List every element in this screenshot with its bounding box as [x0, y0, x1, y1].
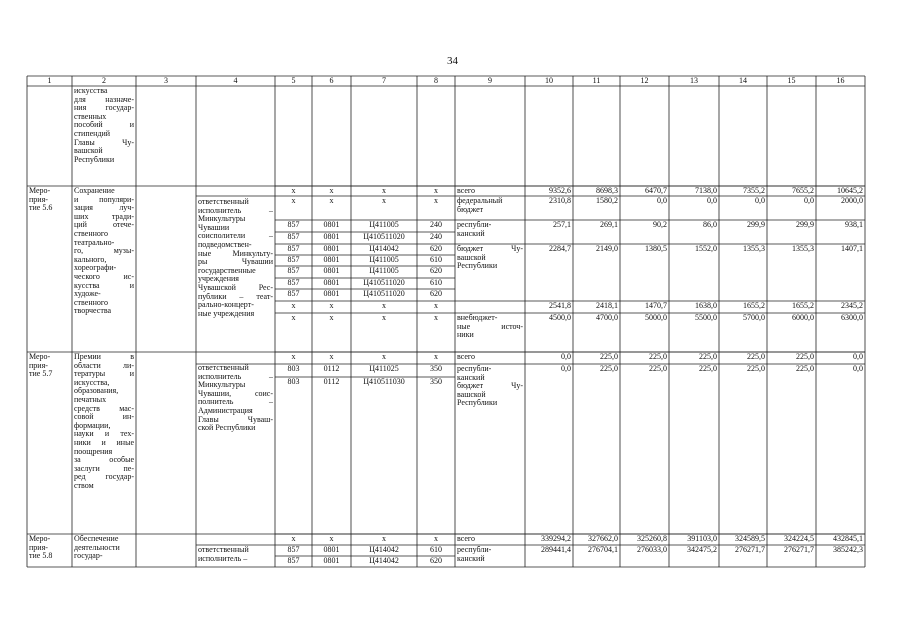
budget-code-cell: x	[434, 187, 438, 195]
measure-name-line: Премии в	[74, 353, 134, 361]
column-header: 7	[382, 77, 386, 85]
budget-code-cell: Ц414042	[369, 546, 399, 554]
measure-name-line: области ли-	[74, 361, 134, 370]
amount-cell: 1552,0	[695, 245, 717, 253]
column-header: 6	[329, 77, 334, 85]
funding-source-line: бюджет	[457, 205, 484, 214]
budget-code-cell: x	[291, 353, 296, 361]
executor-line: ные учреждения	[198, 309, 255, 318]
budget-code-cell: x	[291, 314, 296, 322]
budget-code-cell: Ц410511020	[363, 279, 405, 287]
amount-cell: 0,0	[853, 365, 863, 373]
executor-line: ответственный	[198, 198, 249, 206]
activity-name-line: ственных	[74, 112, 107, 121]
amount-cell: 1655,2	[792, 302, 814, 310]
budget-code-cell: 857	[287, 221, 300, 229]
measure-name-line: ники и иные	[74, 439, 134, 447]
column-header: 1	[47, 77, 52, 85]
amount-cell: 225,0	[796, 365, 814, 373]
executor-line: исполнитель –	[198, 554, 248, 563]
measure-name-line: ственного	[74, 230, 108, 238]
budget-code-cell: Ц411005	[369, 221, 399, 229]
measure-name-line: и популяри-	[74, 195, 134, 204]
measure-name-line: ций отече-	[74, 221, 134, 230]
budget-code-cell: Ц414042	[369, 557, 399, 565]
amount-cell: 0,0	[853, 353, 863, 361]
executor-line: ской Республики	[198, 424, 256, 433]
amount-cell: 225,0	[649, 365, 667, 373]
budget-code-cell: 857	[287, 279, 300, 287]
measure-name-line: формации,	[74, 421, 111, 430]
amount-cell: 8698,3	[596, 187, 618, 195]
funding-source-line: всего	[457, 535, 476, 543]
amount-cell: 257,1	[553, 221, 571, 229]
funding-source-line: республи-	[457, 221, 492, 229]
funding-source-line: внебюджет-	[457, 314, 498, 322]
amount-cell: 2000,0	[841, 197, 863, 205]
executor-line: соисполители –	[198, 232, 273, 241]
measure-name-line: деятельности	[74, 543, 120, 552]
amount-cell: 289441,4	[541, 546, 571, 554]
budget-code-cell: 0112	[323, 365, 340, 373]
activity-name-line: вашской	[74, 147, 103, 156]
budget-code-cell: x	[329, 302, 334, 310]
amount-cell: 7655,2	[792, 187, 814, 195]
budget-code-cell: x	[329, 197, 334, 205]
budget-code-cell: 350	[430, 378, 442, 386]
budget-code-cell: Ц411005	[369, 267, 399, 275]
budget-code-cell: x	[434, 535, 438, 543]
measure-number: тие 5.8	[29, 552, 53, 561]
budget-code-cell: 857	[287, 245, 300, 253]
amount-cell: 0,0	[657, 197, 667, 205]
funding-source-line: канский	[457, 554, 485, 563]
executor-line: исполнитель –	[198, 372, 273, 381]
measure-name-line: образования,	[74, 387, 119, 396]
funding-source-line: всего	[457, 187, 476, 195]
executor-line: исполнитель –	[198, 206, 273, 215]
column-header: 16	[836, 77, 845, 85]
measure-name-line: совой ин-	[74, 413, 134, 422]
measure-name-line: творчества	[74, 307, 112, 316]
executor-line: публики – теат-	[198, 292, 273, 301]
executor-line: государственные	[198, 266, 256, 275]
activity-name-line: пособий и	[74, 121, 134, 130]
amount-cell: 299,9	[796, 221, 814, 229]
budget-code-cell: 240	[430, 233, 442, 241]
funding-source-line: республи-	[457, 365, 492, 373]
budget-code-cell: Ц414042	[369, 245, 399, 253]
amount-cell: 276271,7	[784, 546, 814, 554]
budget-code-cell: x	[434, 353, 438, 361]
budget-code-cell: Ц410511030	[363, 378, 405, 386]
budget-code-cell: 857	[287, 267, 300, 275]
amount-cell: 0,0	[755, 197, 765, 205]
amount-cell: 1355,3	[792, 245, 814, 253]
amount-cell: 225,0	[699, 365, 717, 373]
budget-code-cell: 0801	[323, 233, 340, 241]
budget-code-cell: x	[434, 197, 438, 205]
amount-cell: 1638,0	[695, 302, 717, 310]
activity-name-line: стипендий	[74, 130, 111, 138]
budget-code-cell: 0801	[323, 256, 340, 264]
amount-cell: 276033,0	[637, 546, 667, 554]
amount-cell: 339294,2	[541, 535, 571, 543]
funding-source-line: всего	[457, 353, 476, 361]
measure-number: прия-	[29, 543, 48, 552]
budget-code-cell: x	[329, 353, 334, 361]
budget-code-cell: 803	[287, 378, 300, 386]
amount-cell: 938,1	[845, 221, 863, 229]
funding-source-line: Республики	[457, 399, 498, 408]
amount-cell: 432845,1	[833, 535, 863, 543]
amount-cell: 391103,0	[687, 535, 717, 543]
measure-number: Меро-	[29, 353, 51, 361]
amount-cell: 225,0	[747, 353, 765, 361]
executor-line: Чувашии	[198, 223, 230, 232]
budget-code-cell: x	[329, 535, 334, 543]
amount-cell: 299,9	[747, 221, 765, 229]
budget-code-cell: x	[291, 187, 296, 195]
measure-name-line: Обеспечение	[74, 535, 119, 543]
funding-source-line: вашской	[457, 390, 486, 399]
activity-name-line: Республики	[74, 155, 115, 164]
amount-cell: 86,0	[703, 221, 717, 229]
budget-code-cell: 0801	[323, 557, 340, 565]
funding-source-line: бюджет Чу-	[457, 245, 523, 253]
activity-name-line: ния государ-	[74, 104, 134, 113]
amount-cell: 385242,3	[833, 546, 863, 554]
executor-line: Главы Чуваш-	[198, 415, 273, 424]
budget-code-cell: 0801	[323, 267, 340, 275]
budget-code-cell: x	[382, 197, 386, 205]
executor-line: учреждения	[198, 275, 239, 284]
measure-name-line: ством	[74, 482, 94, 490]
column-header: 12	[640, 77, 649, 85]
budget-code-cell: Ц411025	[369, 365, 399, 373]
measure-number: прия-	[29, 361, 48, 370]
amount-cell: 225,0	[747, 365, 765, 373]
measure-number: прия-	[29, 195, 48, 204]
amount-cell: 5000,0	[645, 314, 667, 322]
amount-cell: 1407,1	[841, 245, 863, 253]
column-header: 5	[291, 77, 296, 85]
column-header: 13	[690, 77, 698, 85]
amount-cell: 5500,0	[695, 314, 717, 322]
budget-code-cell: x	[329, 187, 334, 195]
budget-code-cell: 620	[430, 557, 442, 565]
measure-name-line: тературы и	[74, 370, 134, 379]
amount-cell: 4500,0	[549, 314, 571, 322]
measure-name-line: печатных	[74, 396, 107, 404]
budget-code-cell: x	[382, 187, 386, 195]
amount-cell: 7355,2	[743, 187, 765, 195]
column-header: 4	[233, 77, 238, 85]
amount-cell: 276704,1	[588, 546, 618, 554]
measure-name-line: Сохранение	[74, 187, 115, 195]
column-header: 2	[102, 77, 106, 85]
funding-source-line: Республики	[457, 262, 498, 271]
budget-code-cell: Ц411005	[369, 256, 399, 264]
executor-line: подведомствен-	[198, 241, 252, 249]
funding-source-line: федеральный	[457, 197, 503, 205]
measure-name-line: средств мас-	[74, 404, 134, 413]
budget-code-cell: 857	[287, 546, 300, 554]
amount-cell: 327662,0	[588, 535, 618, 543]
amount-cell: 6470,7	[645, 187, 667, 195]
amount-cell: 325260,8	[637, 535, 667, 543]
column-header: 11	[592, 77, 601, 85]
budget-code-cell: x	[382, 353, 386, 361]
executor-line: Чувашской Рес-	[198, 284, 273, 292]
amount-cell: 90,2	[653, 221, 667, 229]
column-header: 14	[739, 77, 747, 85]
amount-cell: 342475,2	[687, 546, 717, 554]
funding-source-line: ные источ-	[457, 322, 523, 331]
measure-name-line: ственного	[74, 298, 108, 307]
budget-code-cell: 610	[430, 279, 442, 287]
budget-code-cell: x	[291, 197, 296, 205]
executor-line: ответственный	[198, 364, 249, 372]
amount-cell: 269,1	[600, 221, 618, 229]
executor-line: полнитель –	[198, 398, 273, 407]
measure-name-line: хореографи-	[74, 264, 117, 273]
amount-cell: 2284,7	[549, 245, 571, 253]
activity-name-line: искусства	[74, 87, 108, 95]
amount-cell: 5700,0	[743, 314, 765, 322]
executor-line: ные Минкульту-	[198, 249, 273, 258]
budget-code-cell: x	[434, 302, 438, 310]
budget-code-cell: 610	[430, 546, 442, 554]
amount-cell: 9352,6	[549, 187, 571, 195]
amount-cell: 2541,8	[549, 302, 571, 310]
amount-cell: 1355,3	[743, 245, 765, 253]
amount-cell: 2149,0	[596, 245, 618, 253]
amount-cell: 225,0	[699, 353, 717, 361]
amount-cell: 2418,1	[596, 302, 618, 310]
measure-name-line: кусства и	[74, 281, 134, 290]
measure-name-line: кального,	[74, 255, 107, 264]
amount-cell: 225,0	[600, 365, 618, 373]
measure-name-line: государ-	[74, 552, 103, 561]
budget-code-cell: x	[382, 302, 386, 310]
activity-name-line: Главы Чу-	[74, 138, 134, 147]
measure-name-line: зация луч-	[74, 204, 134, 213]
budget-code-cell: 0801	[323, 546, 340, 554]
amount-cell: 2345,2	[841, 302, 863, 310]
budget-code-cell: 857	[287, 290, 300, 298]
column-header: 15	[787, 77, 796, 85]
executor-line: Чувашии, соис-	[198, 389, 273, 398]
budget-code-cell: 857	[287, 233, 300, 241]
amount-cell: 324224,5	[784, 535, 814, 543]
amount-cell: 1380,5	[645, 245, 667, 253]
column-header: 9	[488, 77, 492, 85]
funding-source-line: бюджет Чу-	[457, 382, 523, 391]
budget-code-cell: x	[382, 314, 386, 322]
measure-name-line: ред государ-	[74, 473, 134, 482]
measure-name-line: искусства,	[74, 378, 110, 387]
budget-code-cell: 620	[430, 267, 442, 275]
measure-name-line: ческого ис-	[74, 273, 134, 281]
amount-cell: 324589,5	[735, 535, 765, 543]
budget-code-cell: 803	[287, 365, 300, 373]
budget-code-cell: 857	[287, 256, 300, 264]
amount-cell: 0,0	[707, 197, 717, 205]
measure-number: Меро-	[29, 187, 51, 195]
budget-code-cell: 0801	[323, 279, 340, 287]
measure-name-line: науки и тех-	[74, 430, 134, 439]
column-header: 8	[434, 77, 438, 85]
amount-cell: 7138,0	[695, 187, 717, 195]
measure-number: Меро-	[29, 535, 51, 543]
amount-cell: 6000,0	[792, 314, 814, 322]
amount-cell: 4700,0	[596, 314, 618, 322]
budget-code-cell: x	[434, 314, 438, 322]
budget-code-cell: 610	[430, 256, 442, 264]
executor-line: ответственный	[198, 546, 249, 554]
funding-source-line: канский	[457, 373, 485, 382]
budget-code-cell: 857	[287, 557, 300, 565]
amount-cell: 0,0	[561, 365, 571, 373]
budget-code-cell: x	[291, 302, 296, 310]
funding-source-line: вашской	[457, 253, 486, 262]
executor-line: Минкультуры	[198, 215, 246, 224]
activity-name-line: для назначе-	[74, 95, 134, 104]
budget-code-cell: Ц410511020	[363, 233, 405, 241]
funding-source-line: канский	[457, 229, 485, 238]
measure-name-line: го, музы-	[74, 247, 134, 256]
amount-cell: 1470,7	[645, 302, 667, 310]
budget-code-cell: x	[291, 535, 296, 543]
measure-name-line: за особые	[74, 456, 134, 465]
amount-cell: 1580,2	[596, 197, 618, 205]
budget-code-cell: 620	[430, 245, 442, 253]
amount-cell: 0,0	[561, 353, 571, 361]
measure-number: тие 5.6	[29, 204, 53, 213]
executor-line: Администрация	[198, 407, 253, 415]
page-number: 34	[447, 55, 458, 67]
budget-code-cell: 620	[430, 290, 442, 298]
measure-name-line: художе-	[74, 290, 101, 299]
column-header: 3	[164, 77, 168, 85]
executor-line: рально-концерт-	[198, 301, 254, 310]
budget-code-cell: 0801	[323, 221, 340, 229]
budget-code-cell: 240	[430, 221, 442, 229]
measure-name-line: ших тради-	[74, 212, 134, 221]
funding-source-line: ники	[457, 331, 474, 340]
budget-code-cell: 350	[430, 365, 442, 373]
amount-cell: 6300,0	[841, 314, 863, 322]
funding-source-line: республи-	[457, 546, 492, 554]
amount-cell: 225,0	[600, 353, 618, 361]
budget-code-cell: x	[382, 535, 386, 543]
measure-name-line: театрально-	[74, 238, 115, 247]
amount-cell: 225,0	[649, 353, 667, 361]
amount-cell: 2310,8	[549, 197, 571, 205]
budget-code-cell: 0801	[323, 245, 340, 253]
measure-number: тие 5.7	[29, 370, 53, 379]
amount-cell: 1655,2	[743, 302, 765, 310]
executor-line: Минкультуры	[198, 381, 246, 390]
amount-cell: 10645,2	[837, 187, 863, 195]
measure-name-line: заслуги пе-	[74, 464, 134, 473]
amount-cell: 276271,7	[735, 546, 765, 554]
budget-code-cell: Ц410511020	[363, 290, 405, 298]
amount-cell: 0,0	[804, 197, 814, 205]
executor-line: ры Чувашии	[198, 258, 273, 267]
budget-code-cell: 0801	[323, 290, 340, 298]
column-header: 10	[545, 77, 553, 85]
amount-cell: 225,0	[796, 353, 814, 361]
measure-name-line: поощрения	[74, 447, 113, 456]
budget-code-cell: x	[329, 314, 334, 322]
budget-code-cell: 0112	[323, 378, 340, 386]
